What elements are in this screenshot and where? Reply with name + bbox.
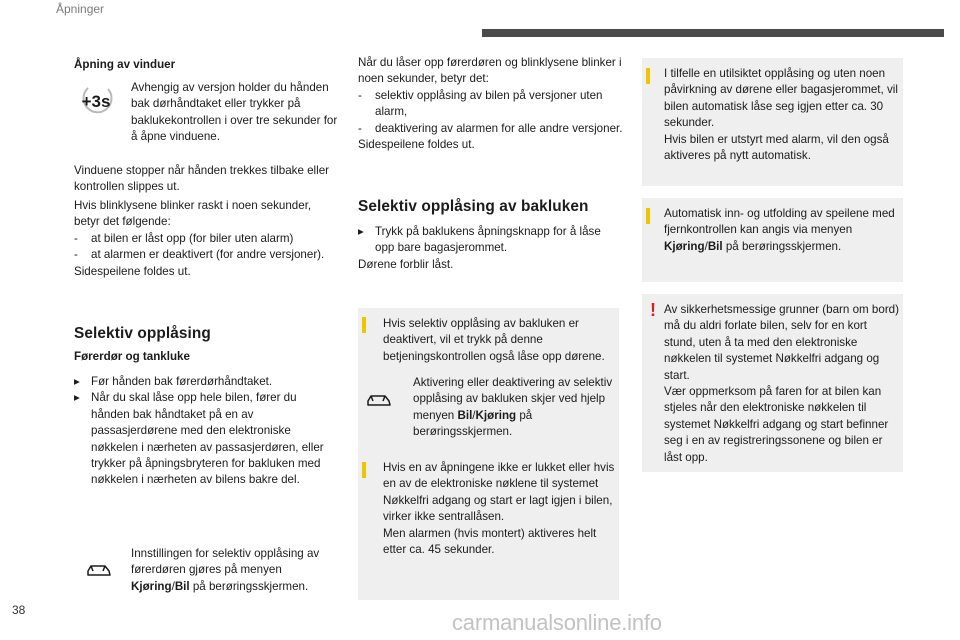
timer-3s-icon <box>74 84 118 118</box>
car-icon <box>366 392 394 408</box>
arrow-bullet-icon: ▸ <box>358 225 364 238</box>
doors-locked-text: Dørene forblir låst. <box>358 257 454 271</box>
driver-door-heading: Førerdør og tankluke <box>74 350 190 363</box>
info-icon <box>362 317 366 333</box>
list-item: - at bilen er låst opp (for biler uten alarm) <box>74 231 294 245</box>
list-item: ▸ Før hånden bak førerdørhåndtaket. <box>74 374 324 390</box>
arrow-bullet-icon: ▸ <box>74 375 80 388</box>
lock-section <box>358 55 623 153</box>
tailgate-setting: Aktivering eller deaktivering av selektiv opplåsing av bakluken skjer ved hjelp menyen Bil/Kjøring på berøringsskjermen. <box>413 376 613 439</box>
windows-stop-text: Vinduene stopper når hånden trekkes tilbake eller kontrollen slippes ut. <box>74 164 330 194</box>
info-box: Hvis en av åpningene ikke er lukket eller hvis en av de elektroniske nøklene til systemet Nøkkelfri adgang og start er lagt igjen i bilen, virker ikke sentrallåsen. Men alarmen (hvis montert) aktiveres helt etter ca. 45 sekunder. <box>358 452 619 562</box>
windows-text: Avhengig av versjon holder du hånden bak dørhåndtaket eller trykker på baklukekontrollen i over tre sekunder for å åpne vinduene. <box>131 81 338 144</box>
list-item: - deaktivering av alarmen for alle andre versjoner. <box>358 121 623 135</box>
info-icon <box>646 208 650 224</box>
list-item: ▸ Trykk på baklukens åpningsknapp for å låse opp bare bagasjerommet. <box>358 224 618 257</box>
driver-door-steps <box>74 374 324 489</box>
arrow-bullet-icon: ▸ <box>74 391 80 405</box>
info-box: I tilfelle en utilsiktet opplåsing og uten noen påvirkning av dørene eller bagasjerommet, vil bilen automatisk låse seg igjen etter ca. 30 sekunder. Hvis bilen er utstyrt med alarm, vil den også aktiveres på nytt automatisk. <box>642 58 903 186</box>
info-box: Hvis selektiv opplåsing av bakluken er deaktivert, vil et trykk på denne betjeningskontrollen også låse opp dørene. <box>358 308 619 374</box>
warning-box: ! Av sikkerhetsmessige grunner (barn om bord) må du aldri forlate bilen, selv for en kort stund, uten å ta med den elektroniske nøkkelen til systemet Nøkkelfri adgang og start. Vær oppmerksom på faren for at bilen kan stjeles når den elektroniske nøkkelen til systemet Nøkkelfri adgang og start befinner seg i en av registreringssonene og bilen er låst opp. <box>642 294 903 472</box>
timer-label: +3s <box>81 92 111 111</box>
mirrors-text: Sidespeilene foldes ut. <box>358 138 475 152</box>
mirrors-text: Sidespeilene foldes ut. <box>74 264 191 278</box>
list-item: - selektiv opplåsing av bilen på versjoner uten alarm, <box>358 88 603 119</box>
info-box: Automatisk inn- og utfolding av speilene med fjernkontrollen kan angis via menyen Kjøring/Bil på berøringsskjermen. <box>642 198 903 282</box>
windows-heading: Åpning av vinduer <box>74 58 176 71</box>
tailgate-steps <box>358 224 618 273</box>
tailgate-heading: Selektiv opplåsing av bakluken <box>358 198 589 215</box>
page-number: 38 <box>12 603 26 617</box>
watermark: carmanualsonline.info <box>452 610 662 635</box>
list-item: - at alarmen er deaktivert (for andre versjoner). <box>74 248 325 262</box>
info-icon <box>646 68 650 84</box>
lock-intro: Når du låser opp førerdøren og blinklysene blinker i noen sekunder, betyr det: <box>358 56 622 86</box>
warning-icon: ! <box>650 300 656 320</box>
list-item: ▸ Når du skal låse opp hele bilen, fører du hånden bak håndtaket på en av passasjerdørene med den elektroniske nøkkelen i nærheten av passasjerdøren, eller trykker på åpningsbryteren for bakluken med nøkkelen i nærheten av bilens bakre del. <box>74 390 324 488</box>
header-bar <box>482 29 944 37</box>
info-icon <box>362 462 366 478</box>
blink-intro: Hvis blinklysene blinker raskt i noen sekunder, betyr det følgende: <box>74 199 312 229</box>
page-header-title: Åpninger <box>56 2 105 16</box>
car-icon <box>86 562 112 578</box>
driver-door-setting: Innstillingen for selektiv opplåsing av førerdøren gjøres på menyen Kjøring/Bil på berøringsskjermen. <box>131 547 320 593</box>
blink-section <box>74 198 339 280</box>
selective-unlocking-heading: Selektiv opplåsing <box>74 325 211 342</box>
